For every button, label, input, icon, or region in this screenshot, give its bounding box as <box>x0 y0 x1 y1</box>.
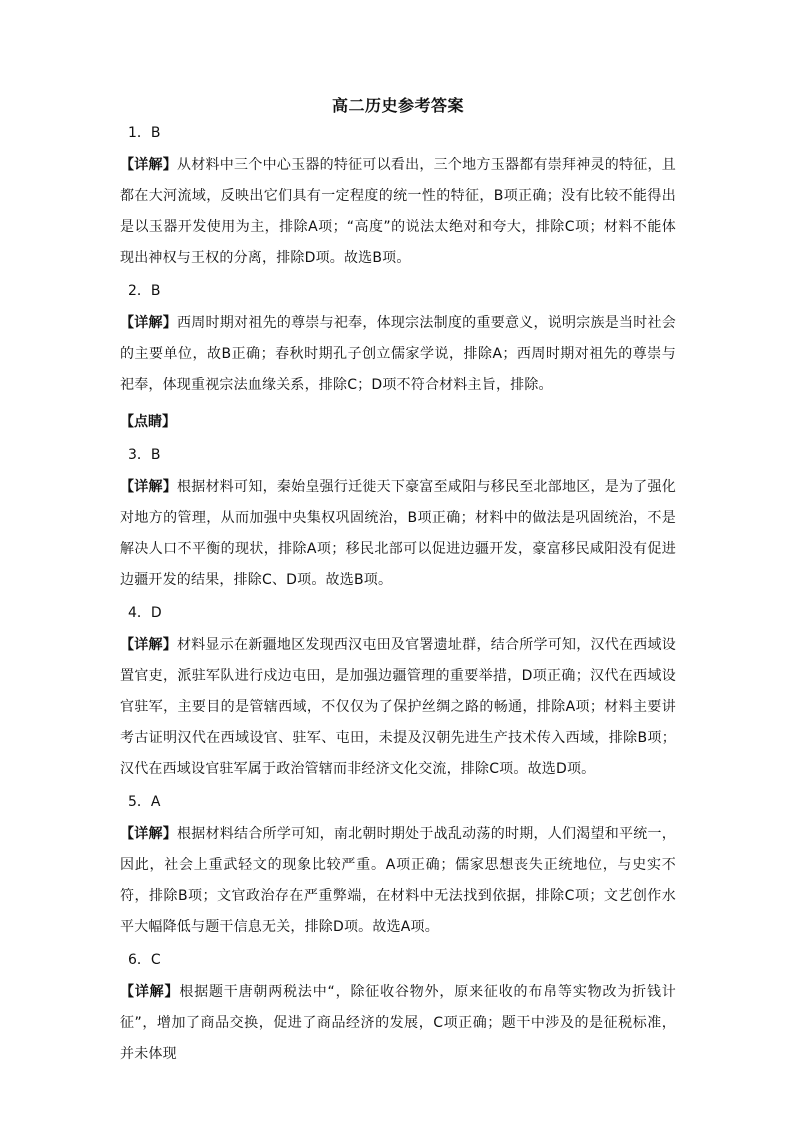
answer-item-2 <box>120 280 676 438</box>
detail-tag: 【详解】 <box>120 479 178 495</box>
explanation-paragraph <box>120 150 676 274</box>
answer-item-6 <box>120 949 676 1070</box>
question-number: 6．C <box>128 952 161 968</box>
answer-item-3 <box>120 444 676 596</box>
question-number: 4．D <box>128 605 162 621</box>
question-number: 3．B <box>128 447 161 463</box>
explanation-paragraph <box>120 977 676 1070</box>
detail-tag: 【详解】 <box>120 637 178 653</box>
explanation-paragraph <box>120 472 676 596</box>
question-number: 1．B <box>128 125 161 141</box>
question-number: 2．B <box>128 283 161 299</box>
explanation-paragraph <box>120 819 676 943</box>
detail-tag: 【详解】 <box>120 315 178 331</box>
explanation-text: 根据材料结合所学可知，南北朝时期处于战乱动荡的时期，人们渴望和平统一，因此，社会上重武轻文的现象比较严重。A项正确；儒家思想丧失正统地位，与史实不符，排除B项；文官政治存在严重弊端，在材料中无法找到依据，排除C项；文艺创作水平大幅降低与题干信息无关，排除D项。故选A项。 <box>120 826 676 935</box>
document-title: 高二历史参考答案 <box>331 96 464 115</box>
explanation-paragraph <box>120 630 676 785</box>
explanation-text: 西周时期对祖先的尊崇与祀奉，体现宗法制度的重要意义，说明宗族是当时社会的主要单位，故B正确；春秋时期孔子创立儒家学说，排除A；西周时期对祖先的尊崇与祀奉，体现重视宗法血缘关系，排除C；D项不符合材料主旨，排除。 <box>120 315 676 393</box>
explanation-text: 根据题干唐朝两税法中“，除征收谷物外，原来征收的布帛等实物改为折钱计征”，增加了商品交换，促进了商品经济的发展，C项正确；题干中涉及的是征税标准，并未体现 <box>120 984 676 1062</box>
answer-item-4 <box>120 602 676 785</box>
explanation-text: 从材料中三个中心玉器的特征可以看出，三个地方玉器都有崇拜神灵的特征，且都在大河流域，反映出它们具有一定程度的统一性的特征，B项正确；没有比较不能得出是以玉器开发使用为主，排除A项；“高度”的说法太绝对和夸大，排除C项；材料不能体现出神权与王权的分离，排除D项。故选B项。 <box>120 157 676 266</box>
detail-tag: 【详解】 <box>120 157 178 173</box>
explanation-text: 根据材料可知，秦始皇强行迁徙天下豪富至咸阳与移民至北部地区，是为了强化对地方的管理，从而加强中央集权巩固统治，B项正确；材料中的做法是巩固统治，不是解决人口不平衡的现状，排除A项；移民北部可以促进边疆开发，豪富移民咸阳没有促进边疆开发的结果，排除C、D项。故选B项。 <box>120 479 676 588</box>
answer-item-1 <box>120 122 676 274</box>
answer-item-5 <box>120 791 676 943</box>
question-number: 5．A <box>128 794 161 810</box>
detail-tag: 【详解】 <box>120 984 180 1000</box>
detail-tag: 【详解】 <box>120 826 178 842</box>
note-tag: 【点睛】 <box>120 414 176 430</box>
explanation-text: 材料显示在新疆地区发现西汉屯田及官署遗址群，结合所学可知，汉代在西域设置官吏，派驻军队进行戍边屯田，是加强边疆管理的重要举措，D项正确；汉代在西域设官驻军，主要目的是管辖西域，不仅仅为了保护丝绸之路的畅通，排除A项；材料主要讲考古证明汉代在西域设官、驻军、屯田，未提及汉朝先进生产技术传入西域，排除B项；汉代在西域设官驻军属于政治管辖而非经济文化交流，排除C项。故选D项。 <box>120 637 676 777</box>
explanation-paragraph <box>120 308 676 401</box>
